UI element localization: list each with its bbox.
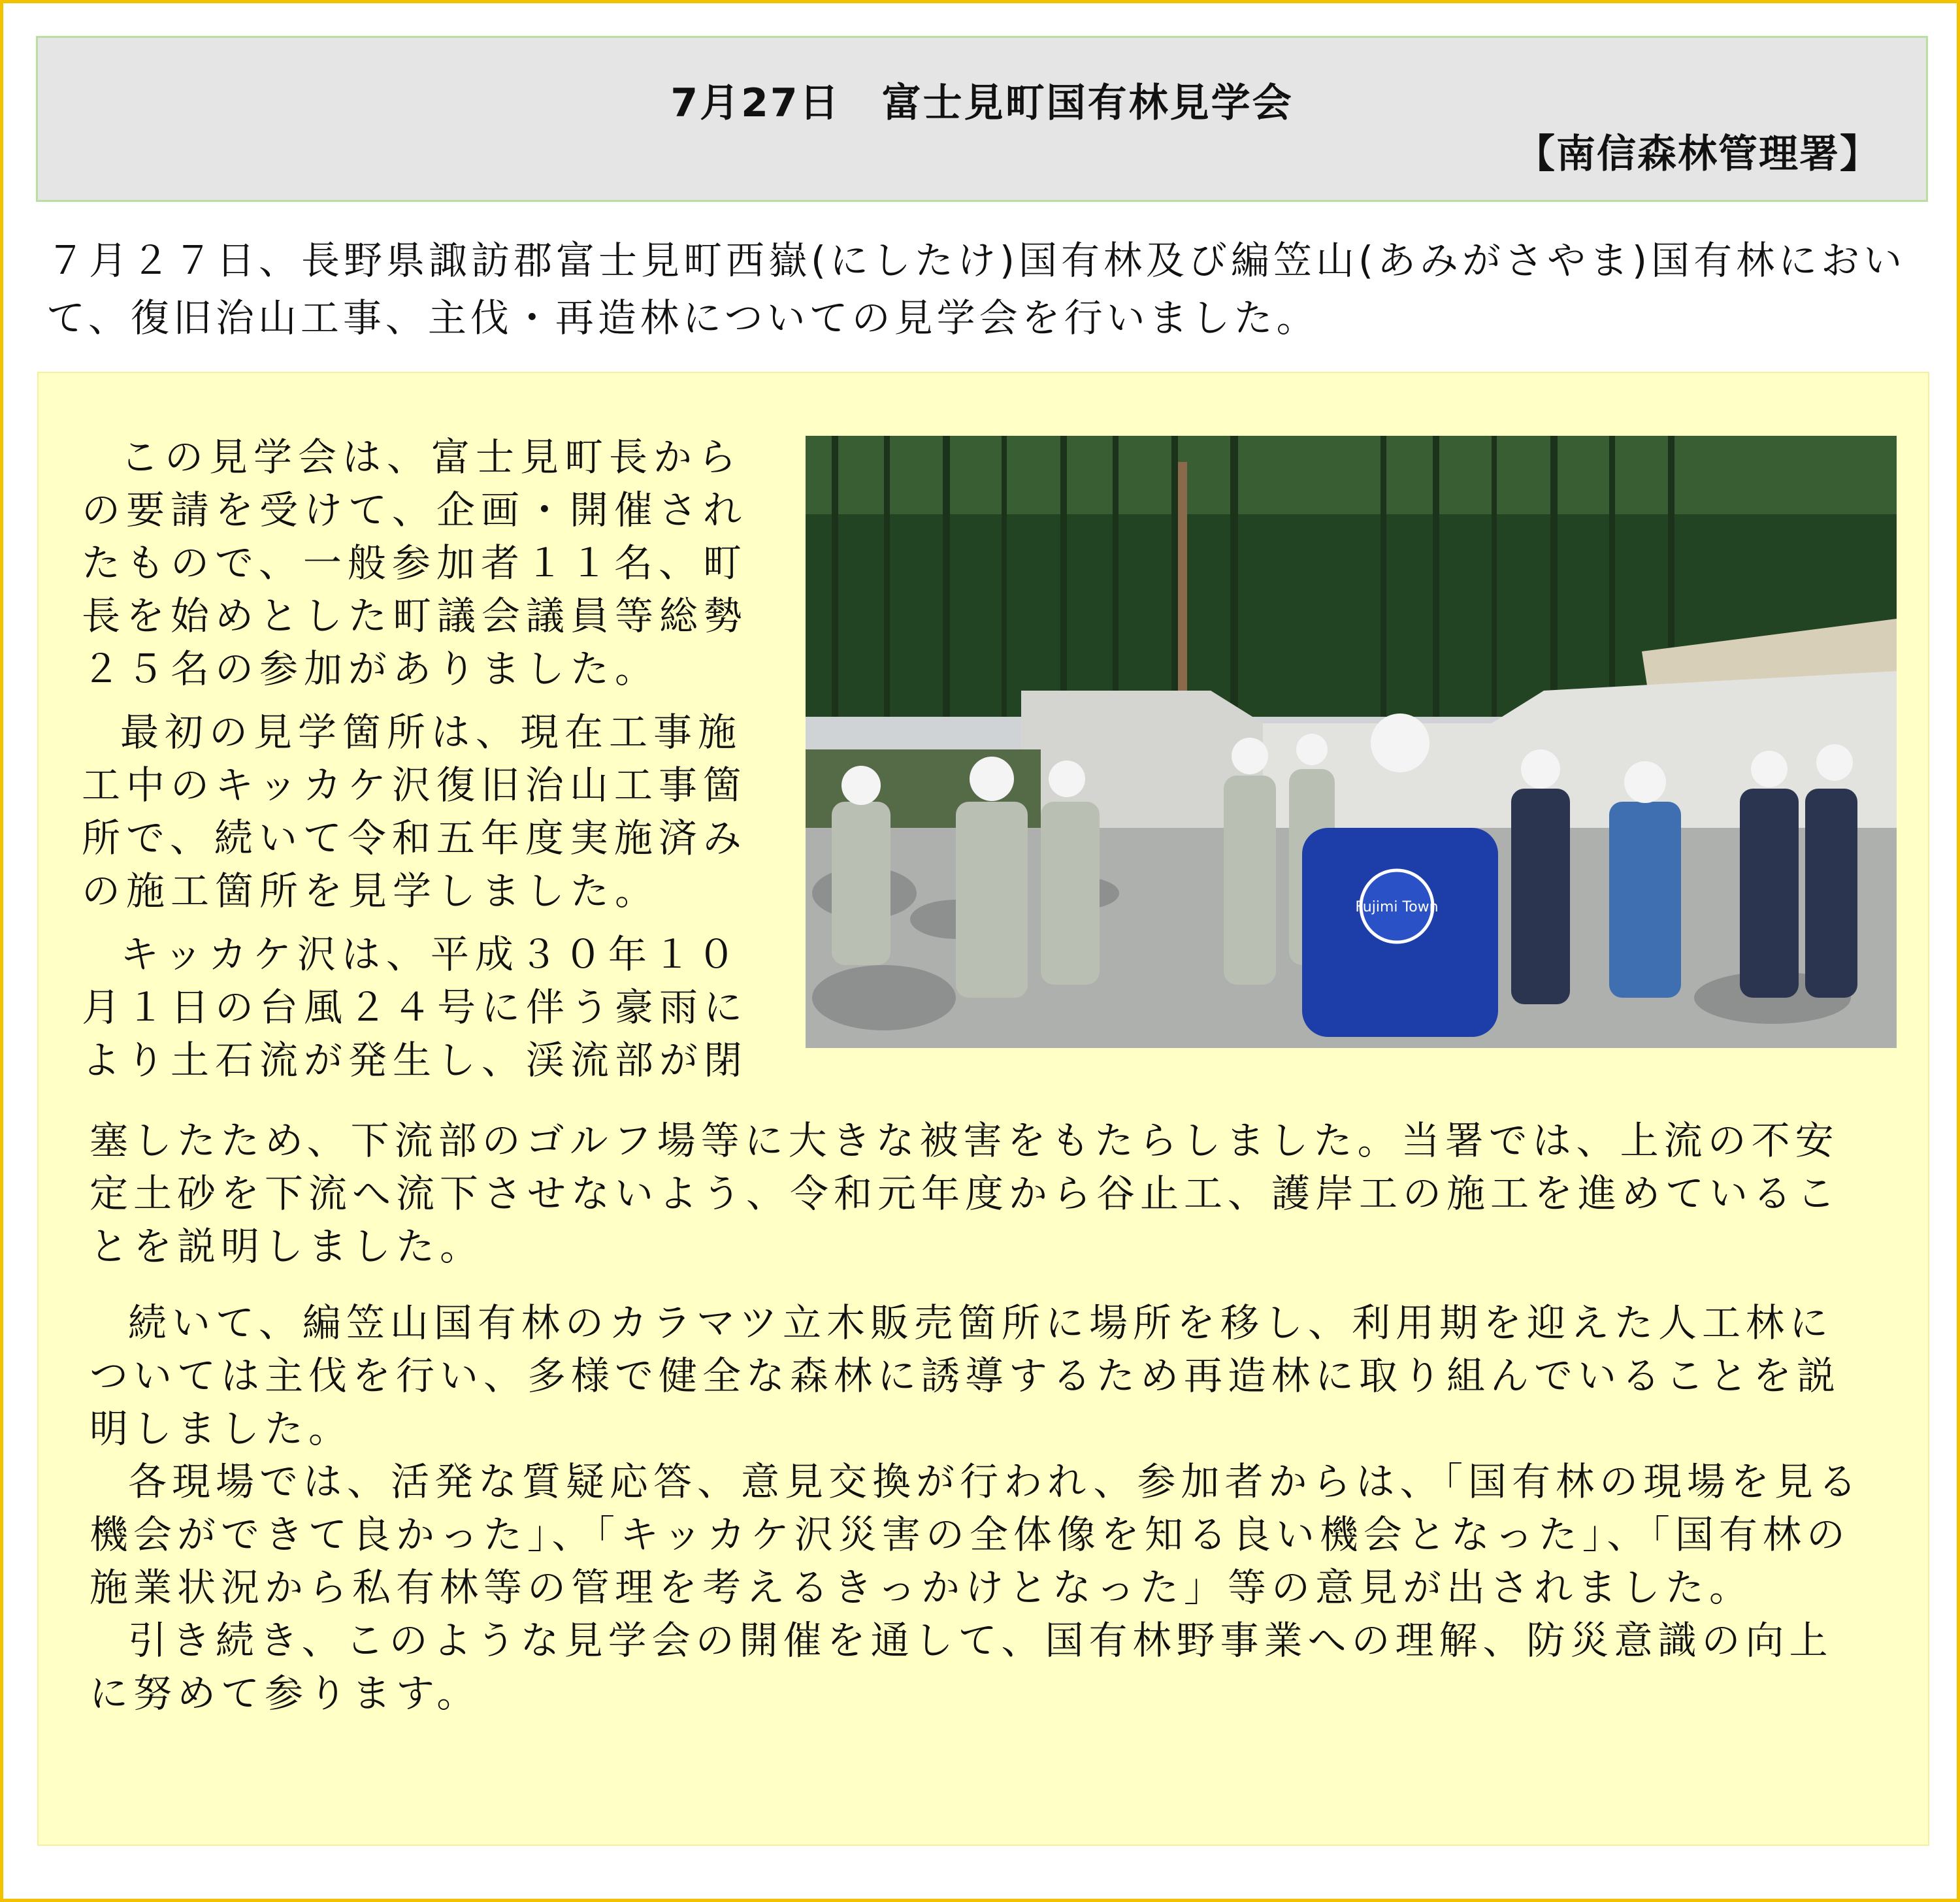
paragraph-feedback: 各現場では、活発な質疑応答、意見交換が行われ、参加者からは、「国有林の現場を見る機会ができて良かった」、「キッカケ沢災害の全体像を知る良い機会となった」、「国有林の施業状況から私有林等の管理を考えるきっかけとなった」等の意見が出されました。: [90, 1459, 1863, 1610]
shirt-logo-text: Fujimi Town: [1355, 899, 1439, 915]
paragraph-kikkake-start: キッカケ沢は、平成３０年１０月１日の台風２４号に伴う豪雨により土石流が発生し、渓流部が閉: [82, 932, 749, 1083]
page-title: 7月27日 富士見町国有林見学会: [670, 80, 1294, 126]
office-name: 【南信森林管理署】: [1516, 131, 1880, 177]
header-box: [36, 36, 1928, 202]
site-visit-photo: [806, 436, 1897, 1048]
paragraph-harvest: 続いて、編笠山国有林のカラマツ立木販売箇所に場所を移し、利用期を迎えた人工林については主伐を行い、多様で健全な森林に誘導するため再造林に取り組んでいることを説明しました。: [90, 1300, 1841, 1451]
paragraph-kikkake-end: 塞したため、下流部のゴルフ場等に大きな被害をもたらしました。当署では、上流の不安定土砂を下流へ流下させないよう、令和元年度から谷止工、護岸工の施工を進めていることを説明しました。: [90, 1118, 1841, 1269]
paragraph-request: この見学会は、富士見町長からの要請を受けて、企画・開催されたもので、一般参加者１１名、町長を始めとした町議会議員等総勢２５名の参加がありました。: [82, 435, 749, 691]
paragraph-first-site: 最初の見学箇所は、現在工事施工中のキッカケ沢復旧治山工事箇所で、続いて令和五年度実施済みの施工箇所を見学しました。: [82, 710, 747, 913]
main-text: [90, 1114, 1867, 1720]
intro-paragraph: ７月２７日、長野県諏訪郡富士見町西嶽(にしたけ)国有林及び編笠山(あみがさやま)国有林において、復旧治山工事、主伐・再造林についての見学会を行いました。: [46, 238, 1906, 340]
left-column-text: [82, 431, 766, 1097]
paragraph-closing: 引き続き、このような見学会の開催を通して、国有林野事業への理解、防災意識の向上に努めて参ります。: [90, 1618, 1833, 1716]
